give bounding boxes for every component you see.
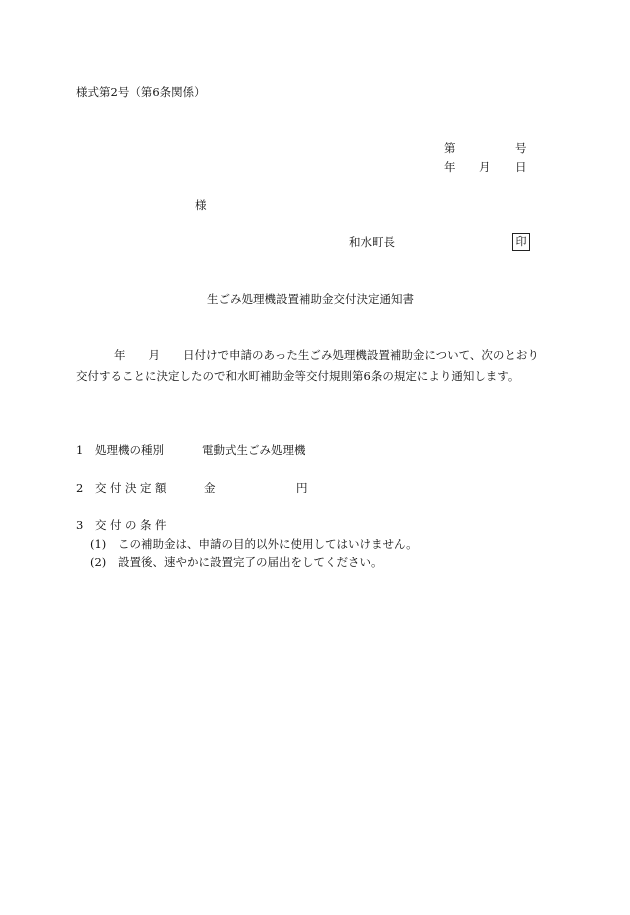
item-2-number: 2 <box>76 481 84 495</box>
item-2-label: 交付決定額 <box>95 481 170 495</box>
body-text-line-1: 年 月 日付けで申請のあった生ごみ処理機設置補助金について、次のとおり <box>114 348 539 362</box>
date-day-label: 日 <box>515 160 527 174</box>
condition-2-text: 設置後、速やかに設置完了の届出をしてください。 <box>118 555 383 569</box>
item-3-number: 3 <box>76 518 84 532</box>
date-year-label: 年 <box>444 160 456 174</box>
item-1-value: 電動式生ごみ処理機 <box>202 443 306 457</box>
condition-2-number: (2) <box>90 555 107 569</box>
seal-stamp-box: 印 <box>512 233 530 251</box>
condition-1-number: (1) <box>90 537 107 551</box>
condition-1-text: この補助金は、申請の目的以外に使用してはいけません。 <box>118 537 418 551</box>
body-text-line-2: 交付することに決定したので和水町補助金等交付規則第6条の規定により通知します。 <box>76 369 520 383</box>
item-2-currency-prefix: 金 <box>204 481 216 495</box>
item-1-label: 処理機の種別 <box>95 443 164 457</box>
document-title: 生ごみ処理機設置補助金交付決定通知書 <box>207 292 414 306</box>
date-month-label: 月 <box>479 160 491 174</box>
issuer-name: 和水町長 <box>349 235 395 249</box>
item-3-label: 交付の条件 <box>95 518 170 532</box>
document-number-label: 第 <box>444 141 456 155</box>
addressee-honorific: 様 <box>195 198 207 212</box>
form-number: 様式第2号（第6条関係） <box>76 85 206 99</box>
item-1-number: 1 <box>76 443 84 457</box>
document-number-suffix: 号 <box>515 141 527 155</box>
item-2-currency-unit: 円 <box>296 481 308 495</box>
